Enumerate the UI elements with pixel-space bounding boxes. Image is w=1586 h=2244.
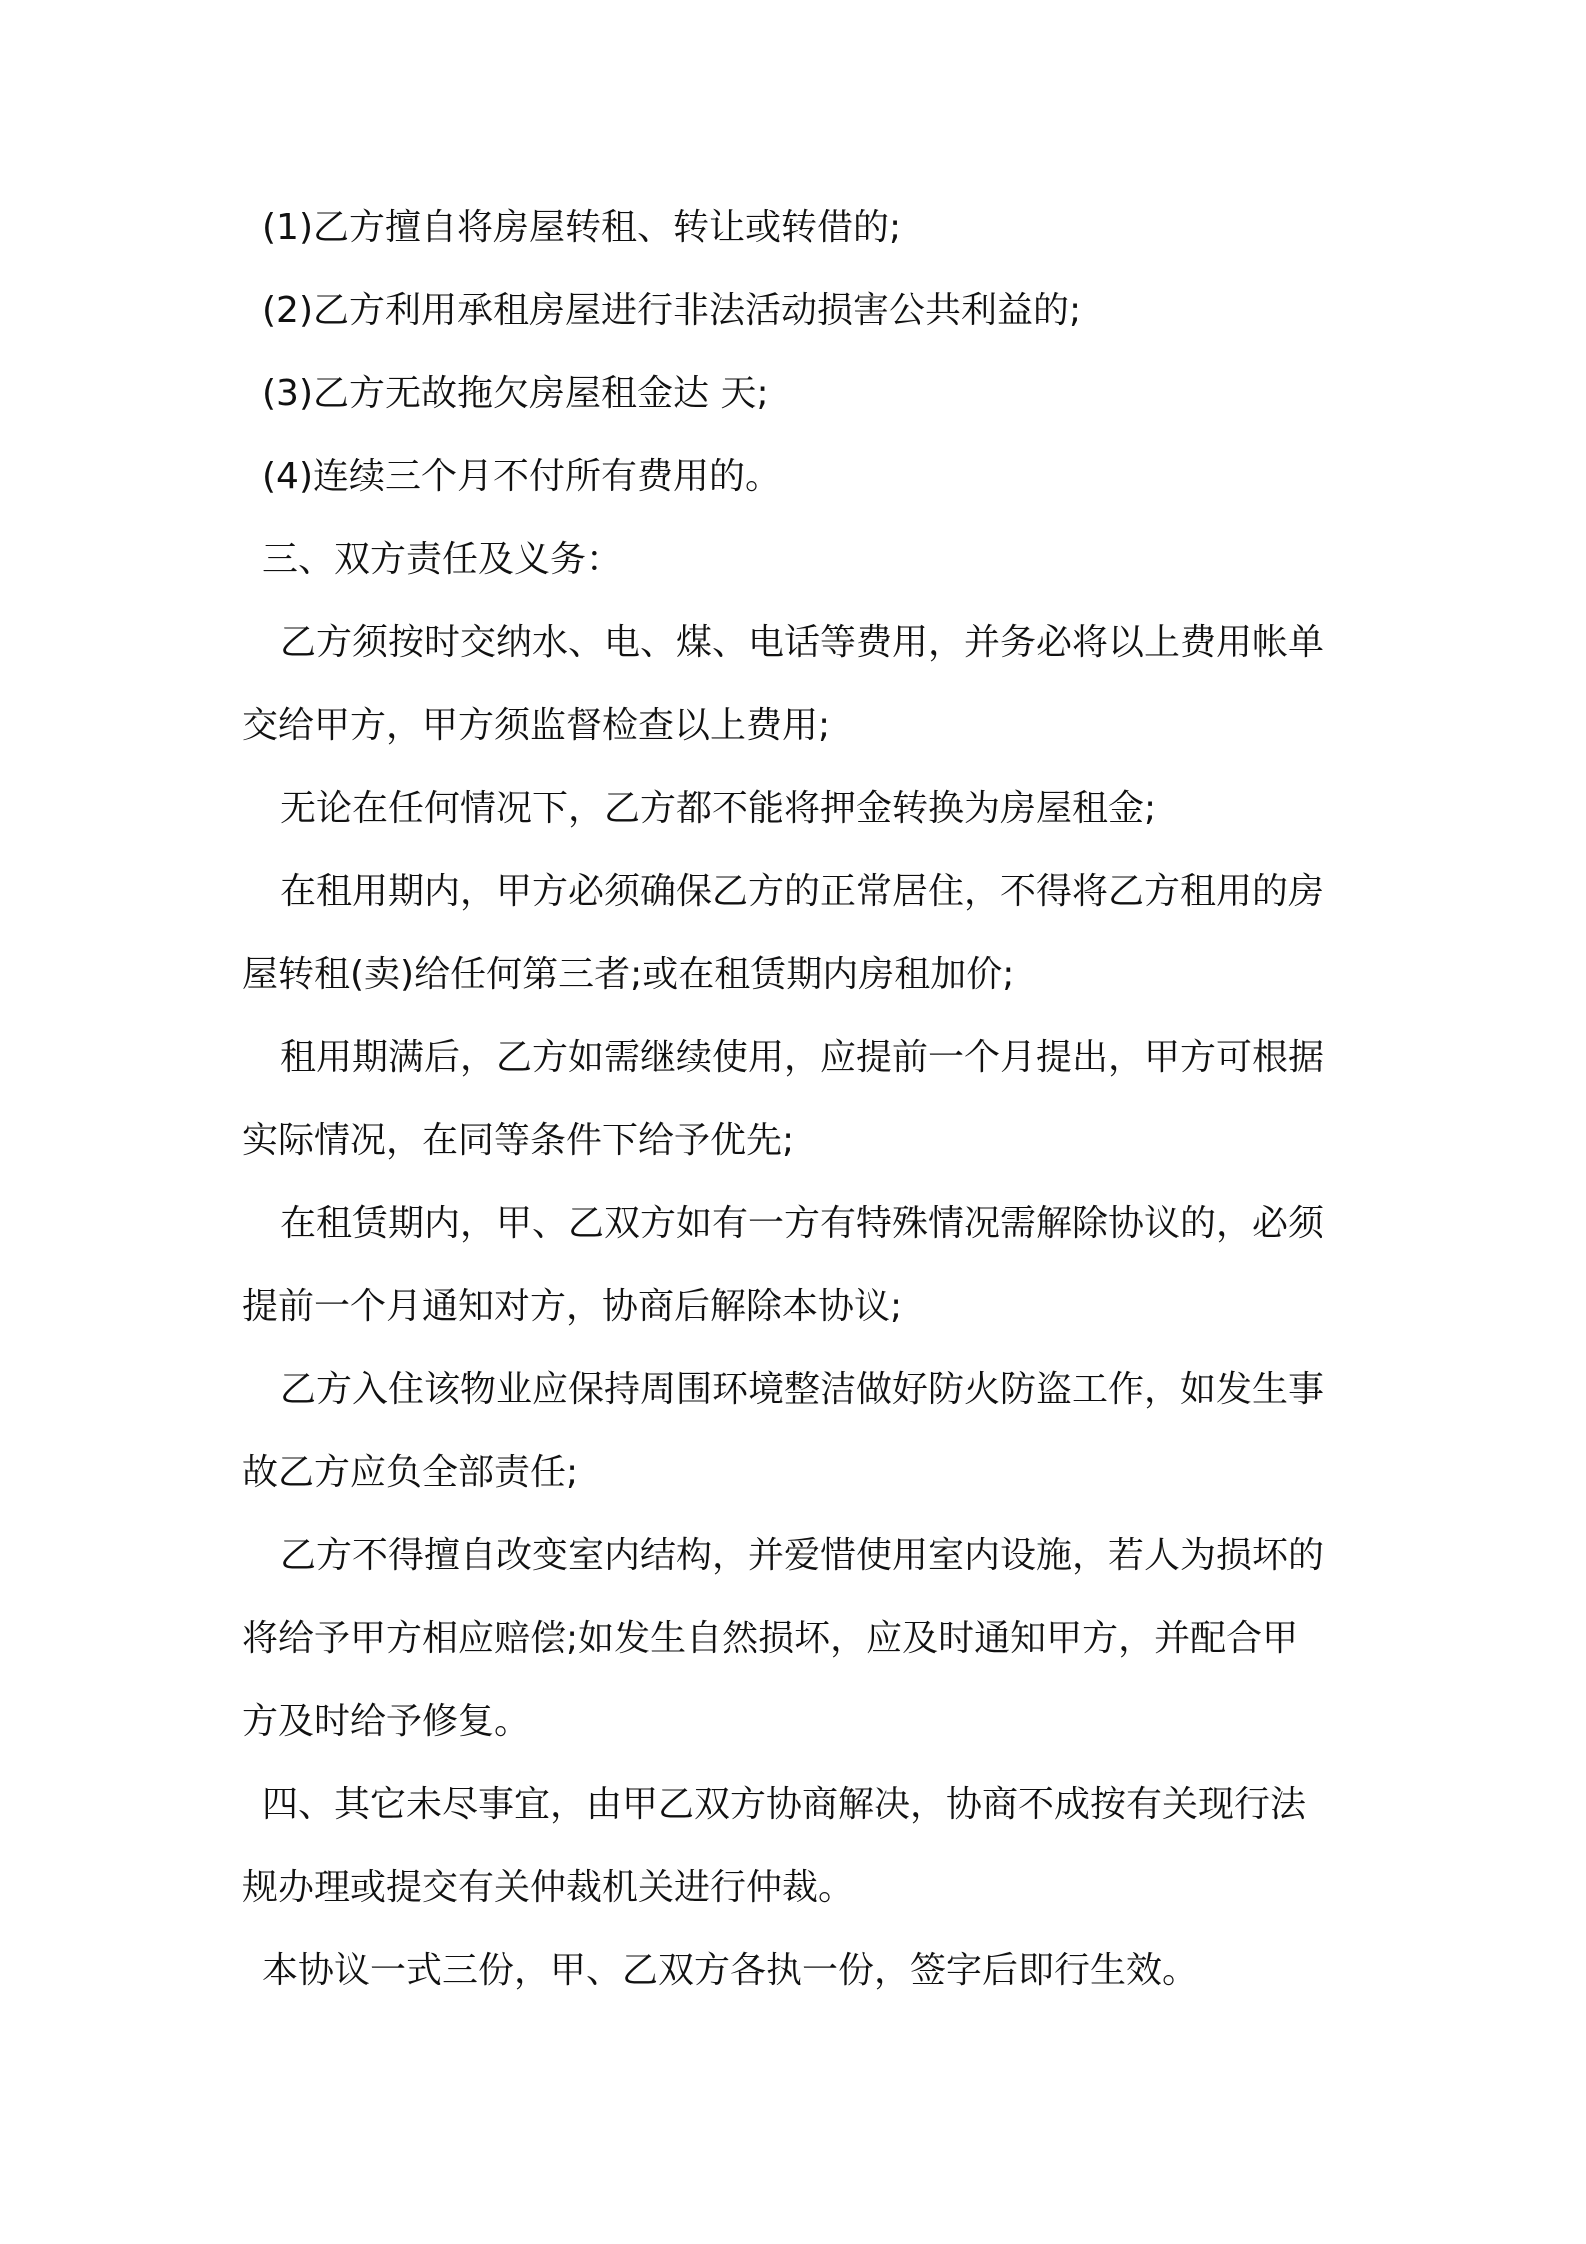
clause-1-text: (1)乙方擅自将房屋转租、转让或转借的; bbox=[262, 207, 902, 248]
section-4-text: 规办理或提交有关仲裁机关进行仲裁。 bbox=[242, 1867, 855, 1908]
paragraph-line: 无论在任何情况下，乙方都不能将押金转换为房屋租金; bbox=[280, 788, 1157, 829]
paragraph-line: 乙方入住该物业应保持周围环境整洁做好防火防盗工作，如发生事 bbox=[280, 1369, 1325, 1410]
paragraph-line: 在租用期内，甲方必须确保乙方的正常居住，不得将乙方租用的房 bbox=[280, 871, 1325, 912]
paragraph-line: 方及时给予修复。 bbox=[242, 1701, 531, 1742]
paragraph-line: 故乙方应负全部责任; bbox=[242, 1452, 579, 1493]
section-3-heading: 三、双方责任及义务： bbox=[262, 539, 623, 580]
paragraph-line: 交给甲方，甲方须监督检查以上费用; bbox=[242, 705, 831, 746]
paragraph-line: 乙方不得擅自改变室内结构，并爱惜使用室内设施，若人为损坏的 bbox=[280, 1535, 1325, 1576]
paragraph-line: 屋转租(卖)给任何第三者;或在租赁期内房租加价; bbox=[242, 954, 1015, 995]
paragraph-line: 租用期满后，乙方如需继续使用，应提前一个月提出，甲方可根据 bbox=[280, 1037, 1325, 1078]
paragraph-line: 实际情况，在同等条件下给予优先; bbox=[242, 1120, 795, 1161]
paragraph-line: 在租赁期内，甲、乙双方如有一方有特殊情况需解除协议的，必须 bbox=[280, 1203, 1325, 1244]
closing-statement: 本协议一式三份，甲、乙双方各执一份，签字后即行生效。 bbox=[262, 1950, 1199, 1991]
paragraph-line: 将给予甲方相应赔偿;如发生自然损坏，应及时通知甲方，并配合甲 bbox=[242, 1618, 1299, 1659]
clause-4-text: (4)连续三个月不付所有费用的。 bbox=[262, 456, 781, 497]
section-4-text: 四、其它未尽事宜，由甲乙双方协商解决，协商不成按有关现行法 bbox=[262, 1784, 1307, 1825]
paragraph-line: 乙方须按时交纳水、电、煤、电话等费用，并务必将以上费用帐单 bbox=[280, 622, 1325, 663]
clause-3-text: (3)乙方无故拖欠房屋租金达 天; bbox=[262, 373, 769, 414]
clause-2-text: (2)乙方利用承租房屋进行非法活动损害公共利益的; bbox=[262, 290, 1082, 331]
paragraph-line: 提前一个月通知对方，协商后解除本协议; bbox=[242, 1286, 903, 1327]
